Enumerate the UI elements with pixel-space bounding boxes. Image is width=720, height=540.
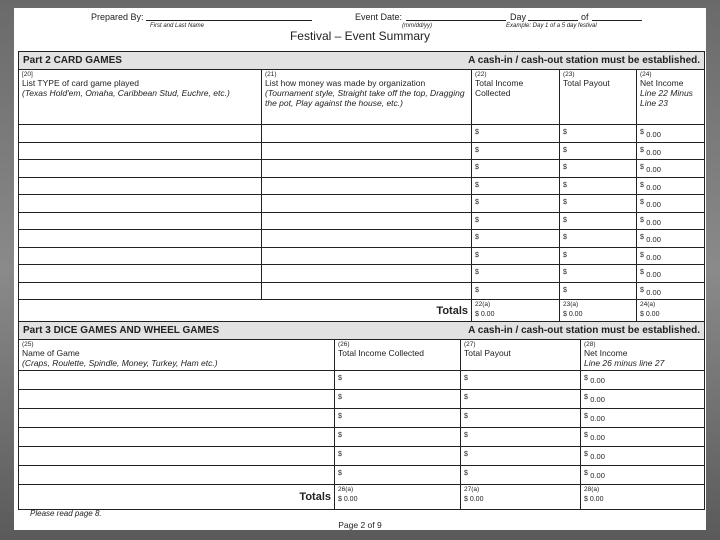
currency-sign: $ <box>464 375 468 382</box>
event-date-hint: (mm/dd/yy) <box>402 23 432 29</box>
currency-sign: $ <box>464 451 468 458</box>
payout-cell[interactable] <box>461 428 581 447</box>
payout-cell[interactable] <box>461 466 581 485</box>
column-header <box>560 70 637 125</box>
totals-label: Totals <box>19 300 472 322</box>
text-cell[interactable] <box>262 212 472 230</box>
day-hint: Example: Day 1 of a 5 day festival <box>506 23 597 29</box>
currency-sign: $ <box>475 181 479 189</box>
payout-cell[interactable] <box>560 282 637 300</box>
text-cell[interactable] <box>262 230 472 248</box>
text-cell[interactable] <box>262 160 472 178</box>
card-games-table <box>18 51 705 322</box>
text-cell[interactable] <box>19 212 262 230</box>
currency-sign: $ <box>640 164 644 171</box>
column-number: (24) <box>640 71 652 78</box>
table-row <box>19 466 705 485</box>
section-notice: A cash-in / cash-out station must be established. <box>468 54 701 66</box>
income-cell[interactable] <box>335 409 461 428</box>
table-row <box>19 371 705 390</box>
day-field[interactable] <box>528 12 578 21</box>
column-hint: Line 26 minus line 27 <box>584 358 665 368</box>
table-row <box>19 409 705 428</box>
net-value: 0.00 <box>590 433 605 442</box>
currency-sign: $ <box>584 375 588 382</box>
currency-sign: $ <box>563 181 567 189</box>
income-cell[interactable] <box>335 371 461 390</box>
dice-games-table <box>18 321 705 510</box>
text-cell[interactable] <box>19 230 262 248</box>
totals-label: Totals <box>19 485 335 510</box>
column-header <box>19 70 262 125</box>
income-cell[interactable] <box>472 125 560 143</box>
total-number: 26(a) <box>338 486 354 493</box>
currency-sign: $ <box>338 451 342 458</box>
income-cell[interactable] <box>335 390 461 409</box>
column-label: Total Payout <box>464 348 511 358</box>
text-cell[interactable] <box>19 247 262 265</box>
total-cell <box>637 300 705 322</box>
net-cell <box>581 428 705 447</box>
income-cell[interactable] <box>472 195 560 213</box>
currency-sign: $ <box>584 451 588 458</box>
currency-sign: $ <box>640 269 644 276</box>
currency-sign: $ <box>563 129 567 136</box>
of-label: of <box>581 12 589 22</box>
text-cell[interactable] <box>262 265 472 283</box>
prepared-by-label: Prepared By: <box>91 12 144 22</box>
table-row <box>19 447 705 466</box>
currency-sign: $ <box>475 234 479 241</box>
currency-sign: $ <box>563 216 567 224</box>
section-title: Part 2 CARD GAMES <box>23 54 122 66</box>
total-value: $ 0.00 <box>584 496 604 503</box>
currency-sign: $ <box>464 394 468 401</box>
currency-sign: $ <box>475 251 479 259</box>
currency-sign: $ <box>475 146 479 154</box>
table-row <box>19 142 705 160</box>
day-total-field[interactable] <box>592 12 642 21</box>
column-label: Total Income Collected <box>475 78 524 98</box>
currency-sign: $ <box>475 199 479 206</box>
income-cell[interactable] <box>472 230 560 248</box>
net-cell <box>637 160 705 178</box>
currency-sign: $ <box>584 394 588 401</box>
income-cell[interactable] <box>472 247 560 265</box>
payout-cell[interactable] <box>560 195 637 213</box>
net-cell <box>637 195 705 213</box>
net-value: 0.00 <box>646 182 661 192</box>
payout-cell[interactable] <box>560 265 637 283</box>
currency-sign: $ <box>584 470 588 477</box>
net-value: 0.00 <box>646 270 661 279</box>
page-number: Page 2 of 9 <box>338 520 382 530</box>
text-cell[interactable] <box>19 265 262 283</box>
column-header <box>581 340 705 371</box>
column-number: (26) <box>338 341 350 348</box>
currency-sign: $ <box>338 470 342 477</box>
column-hint: Line 22 Minus Line 23 <box>640 88 693 108</box>
net-cell <box>581 390 705 409</box>
column-number: (22) <box>475 71 487 78</box>
currency-sign: $ <box>475 164 479 171</box>
total-cell <box>335 485 461 510</box>
net-cell <box>637 142 705 160</box>
currency-sign: $ <box>338 413 342 420</box>
total-value: $ 0.00 <box>464 496 484 503</box>
total-cell <box>581 485 705 510</box>
net-value: 0.00 <box>646 235 661 244</box>
currency-sign: $ <box>338 394 342 401</box>
total-cell <box>461 485 581 510</box>
total-number: 23(a) <box>563 301 579 308</box>
currency-sign: $ <box>475 216 479 224</box>
currency-sign: $ <box>464 470 468 477</box>
table-row <box>19 195 705 213</box>
column-label: Total Payout <box>563 78 610 88</box>
payout-cell[interactable] <box>560 142 637 160</box>
payout-cell[interactable] <box>560 230 637 248</box>
total-number: 27(a) <box>464 486 480 493</box>
currency-sign: $ <box>464 432 468 439</box>
currency-sign: $ <box>563 234 567 241</box>
section-title: Part 3 DICE GAMES AND WHEEL GAMES <box>23 324 220 336</box>
text-cell[interactable] <box>19 409 335 428</box>
total-cell <box>472 300 560 322</box>
net-value: 0.00 <box>646 217 661 227</box>
table-row <box>19 247 705 265</box>
form-page <box>14 8 706 530</box>
column-number: (27) <box>464 341 476 348</box>
net-value: 0.00 <box>646 200 661 209</box>
currency-sign: $ <box>475 269 479 276</box>
income-cell[interactable] <box>472 142 560 160</box>
column-header <box>262 70 472 125</box>
footer-note: Please read page 8. <box>30 509 102 518</box>
column-header <box>461 340 581 371</box>
column-label: Net Income <box>584 348 628 358</box>
currency-sign: $ <box>475 129 479 136</box>
currency-sign: $ <box>640 251 644 259</box>
prepared-by-hint: First and Last Name <box>150 23 205 29</box>
net-value: 0.00 <box>646 252 661 262</box>
text-cell[interactable] <box>262 282 472 300</box>
payout-cell[interactable] <box>461 371 581 390</box>
table-row <box>19 230 705 248</box>
currency-sign: $ <box>640 129 644 136</box>
currency-sign: $ <box>338 432 342 439</box>
table-row <box>19 428 705 447</box>
net-value: 0.00 <box>590 414 605 423</box>
currency-sign: $ <box>464 413 468 420</box>
table-row <box>19 177 705 195</box>
event-date-field[interactable] <box>406 12 506 21</box>
event-date-label: Event Date: <box>355 12 403 22</box>
column-header <box>335 340 461 371</box>
column-label: List how money was made by organization <box>265 78 426 88</box>
page-title: Festival – Event Summary <box>289 29 431 43</box>
net-value: 0.00 <box>646 287 661 297</box>
currency-sign: $ <box>563 286 567 294</box>
currency-sign: $ <box>584 413 588 420</box>
text-cell[interactable] <box>19 125 262 143</box>
column-label: Name of Game <box>22 348 80 358</box>
section-notice: A cash-in / cash-out station must be established. <box>468 324 701 336</box>
currency-sign: $ <box>563 199 567 206</box>
currency-sign: $ <box>475 286 479 294</box>
currency-sign: $ <box>563 146 567 154</box>
net-value: 0.00 <box>590 471 605 480</box>
total-value: $ 0.00 <box>338 496 358 503</box>
payout-cell[interactable] <box>560 212 637 230</box>
net-value: 0.00 <box>590 452 605 461</box>
net-value: 0.00 <box>590 395 605 404</box>
text-cell[interactable] <box>262 177 472 195</box>
table-row <box>19 125 705 143</box>
column-number: (28) <box>584 341 596 348</box>
income-cell[interactable] <box>335 466 461 485</box>
net-cell <box>637 212 705 230</box>
net-cell <box>581 371 705 390</box>
net-cell <box>637 177 705 195</box>
currency-sign: $ <box>563 251 567 259</box>
text-cell[interactable] <box>262 125 472 143</box>
column-label: Total Income Collected <box>338 348 424 358</box>
currency-sign: $ <box>640 216 644 224</box>
column-label: List TYPE of card game played <box>22 78 140 88</box>
net-value: 0.00 <box>646 130 661 139</box>
column-header <box>637 70 705 125</box>
text-cell[interactable] <box>19 142 262 160</box>
text-cell[interactable] <box>19 371 335 390</box>
section-header <box>19 52 705 70</box>
text-cell[interactable] <box>262 195 472 213</box>
column-header <box>19 340 335 371</box>
table-row <box>19 390 705 409</box>
column-number: (23) <box>563 71 575 78</box>
section-header <box>19 322 705 340</box>
income-cell[interactable] <box>472 265 560 283</box>
total-value: $ 0.00 <box>563 311 583 318</box>
currency-sign: $ <box>563 164 567 171</box>
net-cell <box>637 265 705 283</box>
income-cell[interactable] <box>335 447 461 466</box>
net-value: 0.00 <box>646 147 661 157</box>
currency-sign: $ <box>338 375 342 382</box>
text-cell[interactable] <box>19 428 335 447</box>
net-cell <box>637 247 705 265</box>
currency-sign: $ <box>640 286 644 294</box>
net-cell <box>637 282 705 300</box>
total-number: 28(a) <box>584 486 600 493</box>
text-cell[interactable] <box>19 160 262 178</box>
text-cell[interactable] <box>19 390 335 409</box>
text-cell[interactable] <box>19 466 335 485</box>
column-number: (21) <box>265 71 277 78</box>
net-value: 0.00 <box>646 165 661 174</box>
table-row <box>19 160 705 178</box>
text-cell[interactable] <box>19 177 262 195</box>
text-cell[interactable] <box>262 247 472 265</box>
payout-cell[interactable] <box>560 247 637 265</box>
column-hint: (Texas Hold'em, Omaha, Caribbean Stud, Euchre, etc.) <box>22 88 230 98</box>
net-cell <box>637 125 705 143</box>
income-cell[interactable] <box>472 160 560 178</box>
currency-sign: $ <box>584 432 588 439</box>
text-cell[interactable] <box>19 447 335 466</box>
net-cell <box>581 447 705 466</box>
income-cell[interactable] <box>472 282 560 300</box>
currency-sign: $ <box>640 181 644 189</box>
column-label: Net Income <box>640 78 684 88</box>
payout-cell[interactable] <box>461 409 581 428</box>
total-number: 22(a) <box>475 301 491 308</box>
total-value: $ 0.00 <box>640 311 660 318</box>
net-cell <box>581 466 705 485</box>
text-cell[interactable] <box>19 195 262 213</box>
text-cell[interactable] <box>262 142 472 160</box>
prepared-by-field[interactable] <box>146 12 312 21</box>
text-cell[interactable] <box>19 282 262 300</box>
income-cell[interactable] <box>472 212 560 230</box>
payout-cell[interactable] <box>461 447 581 466</box>
net-value: 0.00 <box>590 376 605 385</box>
table-row <box>19 212 705 230</box>
currency-sign: $ <box>640 234 644 241</box>
payout-cell[interactable] <box>560 125 637 143</box>
column-number: [20] <box>22 71 33 78</box>
table-row <box>19 282 705 300</box>
column-hint: (Tournament style, Straight take off the top, Dragging the pot, Play against the house, etc.) <box>265 88 465 108</box>
payout-cell[interactable] <box>461 390 581 409</box>
payout-cell[interactable] <box>560 177 637 195</box>
total-number: 24(a) <box>640 301 656 308</box>
currency-sign: $ <box>640 146 644 154</box>
day-label: Day <box>510 12 527 22</box>
income-cell[interactable] <box>472 177 560 195</box>
total-value: $ 0.00 <box>475 311 495 318</box>
table-row <box>19 265 705 283</box>
net-cell <box>637 230 705 248</box>
column-hint: (Craps, Roulette, Spindle, Money, Turkey, Ham etc.) <box>22 358 218 368</box>
column-header <box>472 70 560 125</box>
net-cell <box>581 409 705 428</box>
payout-cell[interactable] <box>560 160 637 178</box>
currency-sign: $ <box>640 199 644 206</box>
income-cell[interactable] <box>335 428 461 447</box>
column-number: (25) <box>22 341 34 348</box>
currency-sign: $ <box>563 269 567 276</box>
total-cell <box>560 300 637 322</box>
